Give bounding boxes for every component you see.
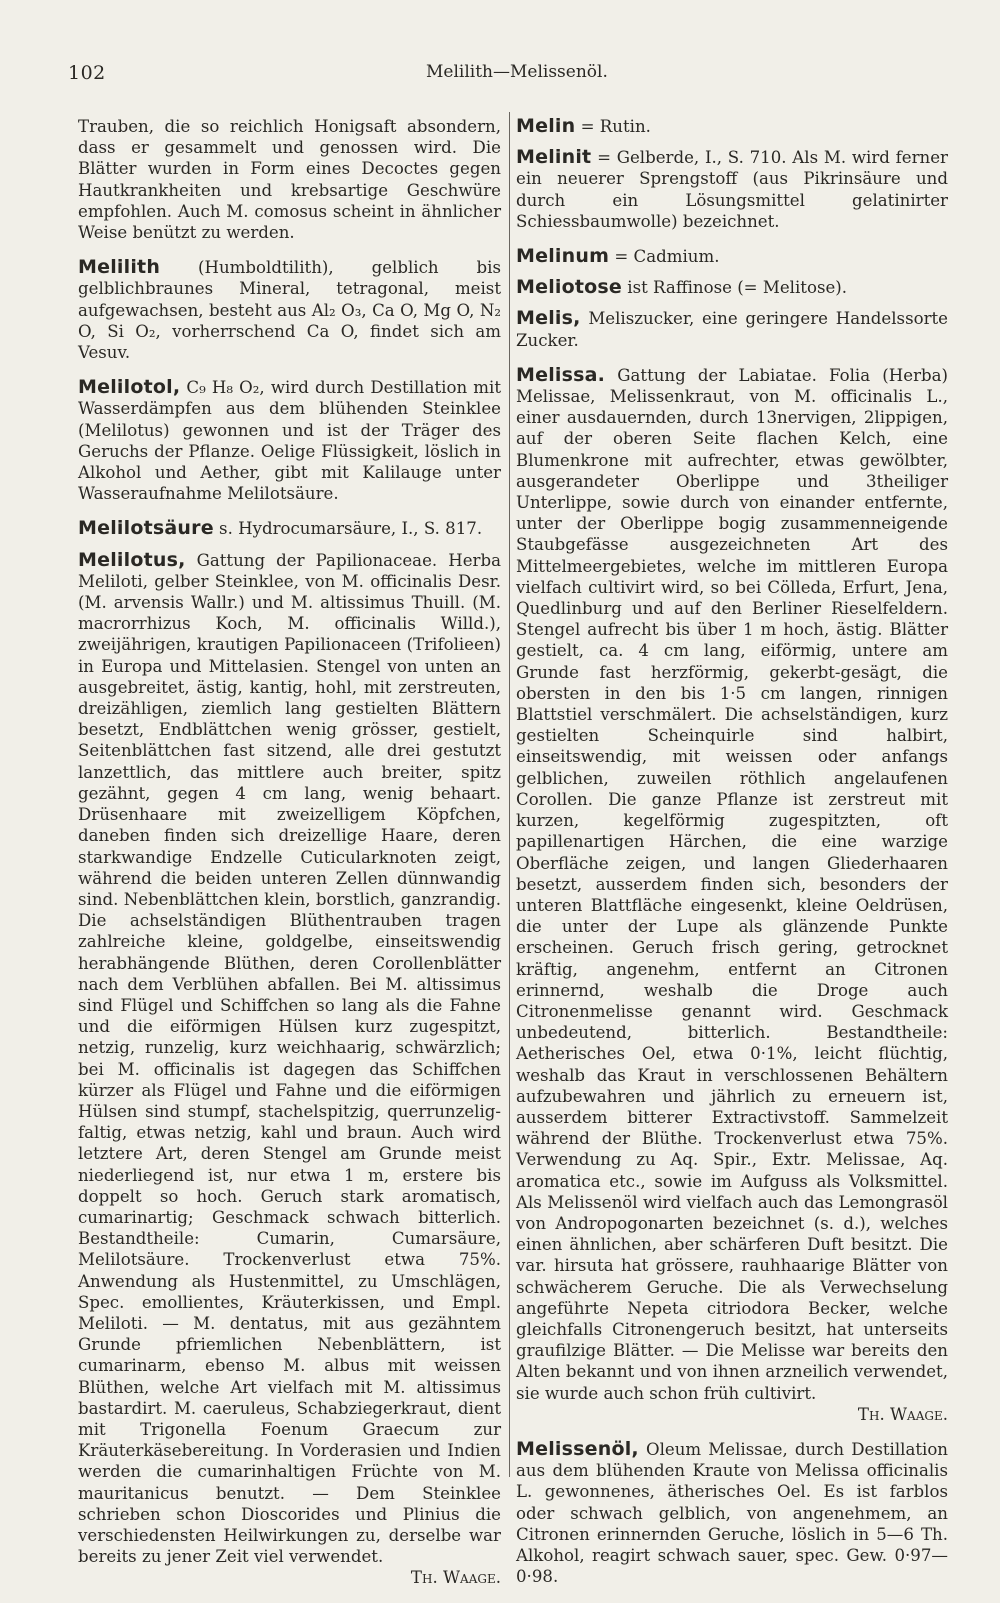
- entry-text: Gattung der Papilionaceae. Herba Meliloti, gelber Steinklee, von M. officinalis Desr. (M. arvensis Wallr.) und M. altissimus Thuill. (M. macrorrhizus Koch, M. officinalis Willd.), zweijährigen, krautigen Papilionaceen (Trifolieen) in Europa und Mittelasien. Stengel von unten an ausgebreitet, ästig, kantig, hohl, mit zerstreuten, dreizähligen, ziemlich lang gestielten Blättern besetzt, Endblättchen wenig grösser, gestielt, Seitenblättchen fast sitzend, alle drei gestutzt lanzettlich, das mittlere auch breiter, spitz gezähnt, gegen 4 cm lang, wenig behaart. Drüsenhaare mit zweizelligem Köpfchen, daneben finden sich dreizellige Haare, deren starkwandige Endzelle Cuticularknoten zeigt, während die beiden unteren Zellen dünnwandig sind. Nebenblättchen klein, borstlich, ganzrandig. Die achselständigen Blüthentrauben tragen zahlreiche kleine, goldgelbe, einseitswendig herabhängende Blüthen, deren Corollenblätter nach dem Verblühen abfallen. Bei M. altissimus sind Flügel und Schiffchen so lang als die Fahne und die eiförmigen Hülsen kurz zugespitzt, netzig, runzelig, kurz weichhaarig, schwärzlich; bei M. officinalis ist dagegen das Schiffchen kürzer als Flügel und Fahne und die eiförmigen Hülsen sind stumpf, stachelspitzig, querrunzelig-faltig, etwas netzig, kahl und braun. Auch wird letztere Art, deren Stengel am Grunde meist niederliegend ist, nur etwa 1 m, erstere bis doppelt so hoch. Geruch stark aromatisch, cumarinartig; Geschmack schwach bitterlich. Bestandtheile: Cumarin, Cumarsäure, Melilotsäure. Trockenverlust etwa 75%. Anwendung als Hustenmittel, zu Umschlägen, Spec. emollientes, Kräuterkissen, und Empl. Meliloti. — M. dentatus, mit aus gezähntem Grunde pfriemlichen Nebenblättern, ist cumarinarm, ebenso M. albus mit weissen Blüthen, welche Art vielfach mit M. altissimus bastardirt. M. caeruleus, Schabziegerkraut, dient mit Trigonella Foenum Graecum zur Kräuterkäsebereitung. In Vorderasien und Indien werden die cumarinhaltigen Früchte von M. mauritanicus benutzt. — Dem Steinklee schrieben schon Dioscorides und Plinius die verschiedensten Heilwirkungen zu, derselbe war bereits zu jener Zeit viel verwendet.: [78, 550, 501, 1567]
- entry-melis: [516, 308, 948, 350]
- entry-meliotose: [516, 277, 948, 298]
- entry-melissa: [516, 365, 948, 1425]
- entry-text: (Humboldtilith), gelblich bis gelblichbraunes Mineral, tetragonal, meist aufgewachsen, besteht aus Al₂ O₃, Ca O, Mg O, N₂ O, Si O₂, vorherrschend Ca O, findet sich am Vesuv.: [78, 258, 501, 363]
- author-signature: Th. Waage.: [410, 1568, 501, 1588]
- entry-melin: [516, 116, 948, 137]
- entry-lemma: Melissa.: [516, 363, 606, 386]
- page-number: 102: [68, 62, 106, 84]
- entry-lemma: Melinum: [516, 245, 610, 268]
- entry-lemma: Melilotol,: [78, 376, 181, 399]
- entry-lemma: Melilotsäure: [78, 517, 214, 540]
- page-header: [0, 62, 1000, 92]
- entry-melilotsaeure: [78, 518, 501, 539]
- entry-text: = Cadmium.: [609, 247, 720, 267]
- entry-lemma: Melin: [516, 115, 576, 137]
- entry-text: C₉ H₈ O₂, wird durch Destillation mit Wasserdämpfen aus dem blühenden Steinklee (Melilotus) gewonnen und ist der Träger des Geruchs der Pflanze. Oelige Flüssigkeit, löslich in Alkohol und Aether, gibt mit Kalilauge unter Wasseraufnahme Melilotsäure.: [78, 378, 501, 504]
- entry-text: Gattung der Labiatae. Folia (Herba) Melissae, Melissenkraut, von M. officinalis L., einer ausdauernden, durch 13nervigen, 2lippigen, auf der oberen Seite flachen Kelch, eine Blumenkrone mit aufrechter, etwas gewölbter, ausgerandeter Oberlippe und 3theiliger Unterlippe, sowie durch von einander entfernte, unter der Oberlippe bogig zusammenneigende Staubgefässe ausgezeichneten Art des Mittelmeergebietes, welche im mittleren Europa vielfach cultivirt wird, so bei Cölleda, Erfurt, Jena, Quedlinburg und auf den Berliner Rieselfeldern. Stengel aufrecht bis über 1 m hoch, ästig. Blätter gestielt, ca. 4 cm lang, eiförmig, untere am Grunde fast herzförmig, gekerbt-gesägt, die obersten in den bis 1·5 cm langen, rinnigen Blattstiel verschmälert. Die achselständigen, kurz gestielten Scheinquirle sind halbirt, einseitswendig, mit weissen oder anfangs gelblichen, zuweilen röthlich angelaufenen Corollen. Die ganze Pflanze ist zerstreut mit kurzen, kegelförmig zugespitzten, oft papillenartigen Härchen, die eine warzige Oberfläche zeigen, und langen Gliederhaaren besetzt, ausserdem finden sich, besonders der unteren Blattfläche eingesenkt, kleine Oeldrüsen, die unter der Lupe als glänzende Punkte erscheinen. Geruch frisch gering, getrocknet kräftig, angenehm, entfernt an Citronen erinnernd, weshalb die Droge auch Citronenmelisse genannt wird. Geschmack unbedeutend, bitterlich. Bestandtheile: Aetherisches Oel, etwa 0·1%, leicht flüchtig, weshalb das Kraut in verschlossenen Behältern aufzubewahren und jährlich zu erneuern ist, ausserdem bitterer Extractivstoff. Sammelzeit während der Blüthe. Trockenverlust etwa 75%. Verwendung zu Aq. Spir., Extr. Melissae, Aq. aromatica etc., sowie im Aufguss als Volksmittel. Als Melissenöl wird vielfach auch das Lemongrasöl von Andropogonarten bezeichnet (s. d.), welches einen ähnlichen, aber schärferen Duft besitzt. Die var. hirsuta hat grössere, rauhhaarige Blätter von schwächerem Geruche. Die als Verwechselung angeführte Nepeta citriodora Becker, welche gleichfalls Citronengeruch besitzt, hat unterseits graufilzige Blätter. — Die Melisse war bereits den Alten bekannt und von ihnen arzneilich verwendet, sie wurde auch schon früh cultivirt.: [516, 365, 948, 1403]
- entry-melilotol: [78, 377, 501, 504]
- right-column: [516, 116, 948, 1601]
- entry-text: Trauben, die so reichlich Honigsaft absondern, dass er gesammelt und genossen wird. Die Blätter wurden in Form eines Decoctes gegen Hautkrankheiten und krebsartige Geschwüre empfohlen. Auch M. comosus scheint in ähnlicher Weise benützt zu werden.: [78, 117, 501, 243]
- entry-text: = Rutin.: [575, 117, 651, 136]
- entry-lemma: Melissenöl,: [516, 1437, 639, 1460]
- entry-text: ist Raffinose (= Melitose).: [622, 278, 848, 298]
- entry-lemma: Melilotus,: [78, 548, 186, 571]
- entry-melinit: [516, 147, 948, 232]
- entry-melilotus: [78, 550, 501, 1589]
- entry-melilith: [78, 257, 501, 363]
- entry-lemma: Melis,: [516, 307, 581, 330]
- author-signature: Th. Waage.: [857, 1404, 948, 1424]
- left-column: [78, 116, 501, 1603]
- entry-text: s. Hydrocumarsäure, I., S. 817.: [213, 519, 483, 539]
- entry-melinum: [516, 246, 948, 267]
- running-title: Melilith—Melissenöl.: [426, 62, 608, 82]
- entry-lemma: Melilith: [78, 256, 161, 279]
- entry-lemma: Meliotose: [516, 276, 623, 299]
- entry-lemma: Melinit: [516, 146, 592, 169]
- entry-text: = Gelberde, I., S. 710. Als M. wird ferner ein neuerer Sprengstoff (aus Pikrinsäure und durch ein Lösungsmittel gelatinirter Schiessbaumwolle) bezeichnet.: [516, 148, 948, 231]
- entry-continuation: [78, 116, 501, 243]
- column-divider: [509, 112, 510, 1477]
- entry-melissenoel: [516, 1439, 948, 1587]
- entry-text: Meliszucker, eine geringere Handelssorte Zucker.: [516, 309, 948, 350]
- entry-text: Oleum Melissae, durch Destillation aus dem blühenden Kraute von Melissa officinalis L. gewonnenes, ätherisches Oel. Es ist farblos oder schwach gelblich, von angenehmem, an Citronen erinnernden Geruche, löslich in 5—6 Th. Alkohol, reagirt schwach sauer, spec. Gew. 0·97—0·98.: [516, 1439, 948, 1587]
